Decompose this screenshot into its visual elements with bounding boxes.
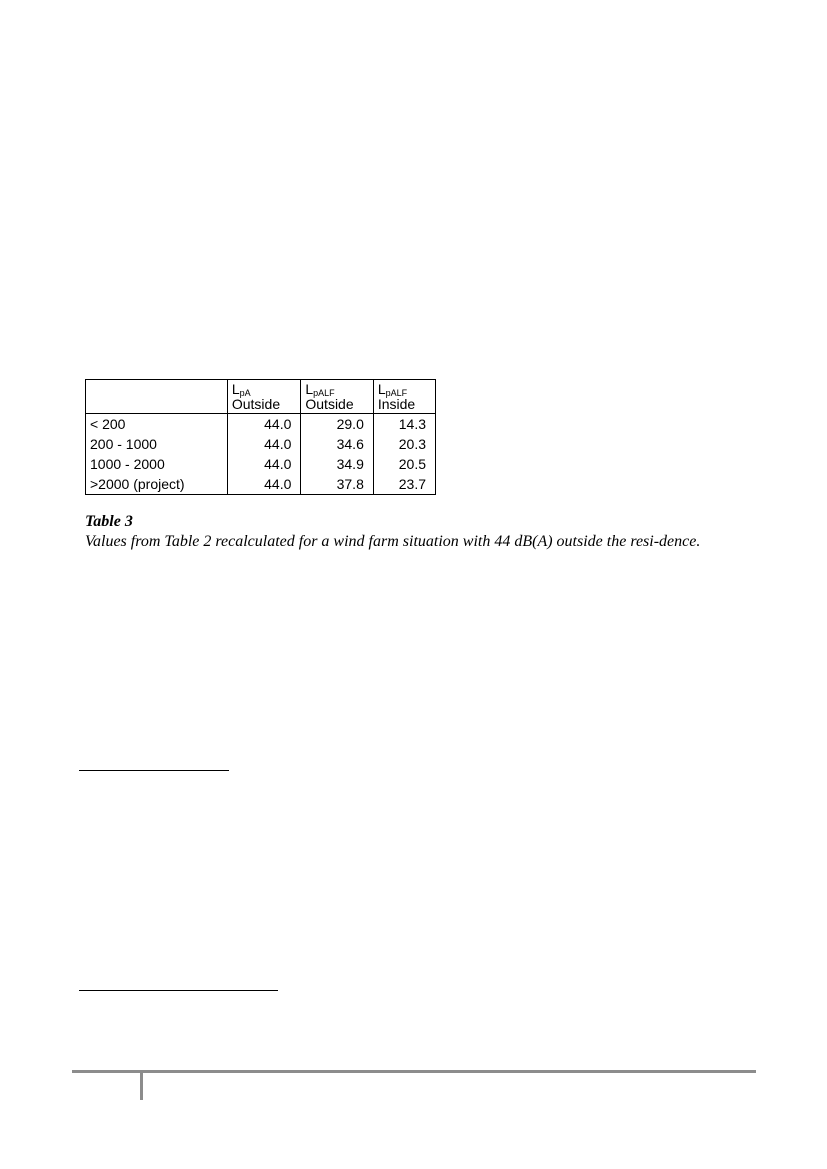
table-caption [85,512,750,552]
value-cell: 44.0 [227,474,301,495]
header-label: Outside [305,396,354,412]
header-symbol: L [231,381,240,397]
value-cell: 23.7 [373,474,435,495]
page-footer-rule [72,1070,756,1073]
value-cell: 29.0 [301,414,373,435]
value-cell: 37.8 [301,474,373,495]
value-cell: 44.0 [227,434,301,454]
table-row [86,474,436,495]
header-cell-empty [86,380,228,414]
table-row [86,414,436,435]
header-label: Inside [377,396,416,412]
caption-text: Values from Table 2 recalculated for a wind farm situation with 44 dB(A) outside the resi-dence. [85,533,701,550]
value-cell: 20.3 [373,434,435,454]
row-label: < 200 [86,414,228,435]
header-symbol: L [377,381,386,397]
value-cell: 34.9 [301,454,373,474]
value-cell: 34.6 [301,434,373,454]
table-row [86,454,436,474]
header-symbol: L [305,381,314,397]
header-cell-lpalf-inside [373,380,435,414]
table-row [86,434,436,454]
header-cell-lpalf-outside [301,380,373,414]
footnote-separator [79,990,278,991]
results-table [85,379,436,495]
header-subscript: pA [239,388,251,398]
table-header-row [86,380,436,414]
row-label: 1000 - 2000 [86,454,228,474]
header-label: Outside [231,396,281,412]
row-label: >2000 (project) [86,474,228,495]
value-cell: 20.5 [373,454,435,474]
header-cell-lpa-outside [227,380,301,414]
value-cell: 14.3 [373,414,435,435]
row-label: 200 - 1000 [86,434,228,454]
header-subscript: pALF [313,388,335,398]
footnote-separator [79,770,229,771]
value-cell: 44.0 [227,414,301,435]
page-footer-tick [140,1073,143,1100]
header-subscript: pALF [385,388,408,398]
value-cell: 44.0 [227,454,301,474]
caption-title: Table 3 [85,513,133,530]
